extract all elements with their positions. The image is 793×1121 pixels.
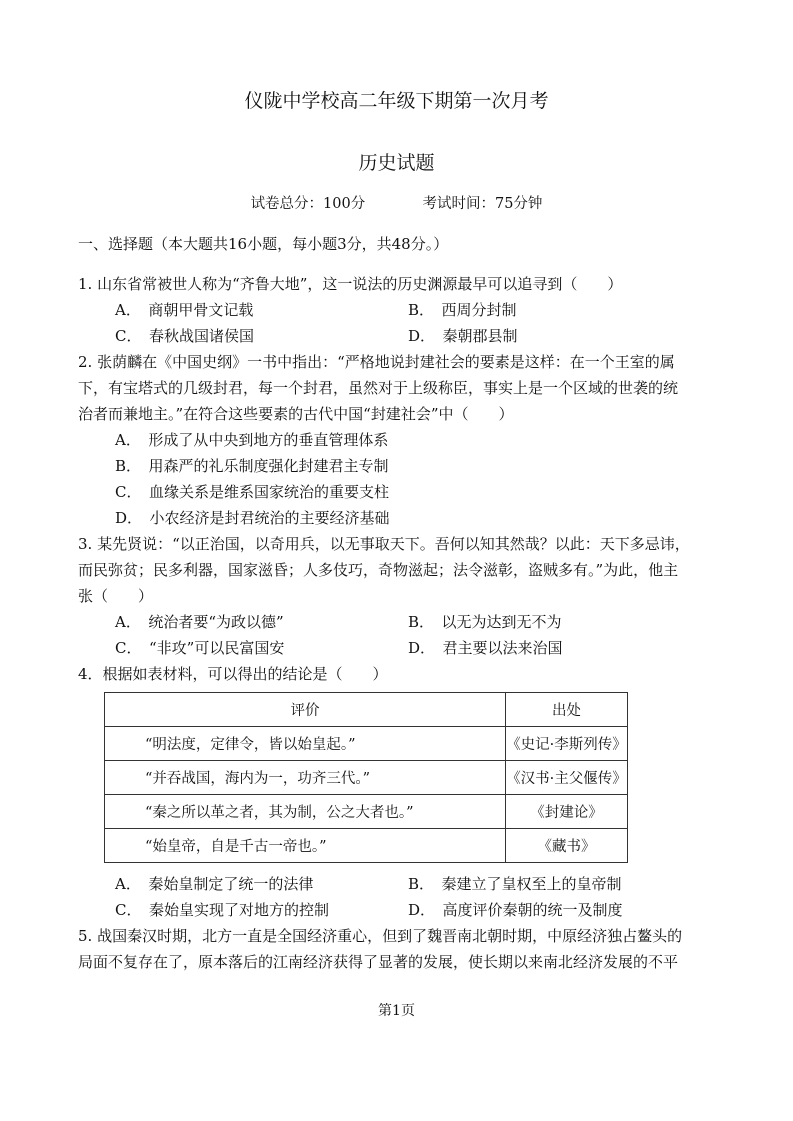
- q1-option-d: D． 秦朝郡县制: [408, 327, 518, 345]
- table-header-row: [105, 693, 628, 727]
- q3-option-a: A． 统治者要“为政以德”: [115, 613, 284, 631]
- q3-option-b: B． 以无为达到无不为: [408, 613, 562, 631]
- table-row: [105, 829, 628, 863]
- q2-option-a: A． 形成了从中央到地方的垂直管理体系: [115, 431, 389, 449]
- q3-stem-line1: 3. 某先贤说：“以正治国，以奇用兵，以无事取天下。吾何以知其然哉？以此：天下多忌讳，: [78, 535, 690, 553]
- q1-stem: 1. 山东省常被世人称为“齐鲁大地”，这一说法的历史渊源最早可以追寻到（ ）: [78, 275, 623, 293]
- table-row: [105, 795, 628, 829]
- table-header-cell: 评价: [105, 693, 506, 727]
- table-cell-quote: “始皇帝，自是千古一帝也。”: [105, 829, 506, 863]
- table-cell-source: 《史记·李斯列传》: [506, 727, 628, 761]
- table-cell-source: 《汉书·主父偃传》: [506, 761, 628, 795]
- page-number: 第1页: [378, 1003, 415, 1019]
- q4-option-d: D． 高度评价秦朝的统一及制度: [408, 901, 623, 919]
- q1-option-c: C． 春秋战国诸侯国: [115, 327, 254, 345]
- q2-option-d: D． 小农经济是封君统治的主要经济基础: [115, 509, 390, 527]
- q3-option-c: C． “非攻”可以民富国安: [115, 639, 285, 657]
- exam-title: 仪陇中学校高二年级下期第一次月考: [244, 90, 549, 112]
- q4-stem: 4．根据如表材料，可以得出的结论是（ ）: [78, 665, 388, 683]
- exam-time: 考试时间：75分钟: [422, 196, 543, 212]
- table-cell-quote: “秦之所以革之者，其为制，公之大者也。”: [105, 795, 506, 829]
- q3-option-d: D． 君主要以法来治国: [408, 639, 563, 657]
- q2-option-c: C． 血缘关系是维系国家统治的重要支柱: [115, 483, 389, 501]
- q4-material-table: [104, 692, 628, 863]
- q2-option-b: B． 用森严的礼乐制度强化封建君主专制: [115, 457, 389, 475]
- table-cell-source: 《封建论》: [506, 795, 628, 829]
- q3-stem-line2: 而民弥贫；民多利器，国家滋昏；人多伎巧，奇物滋起；法令滋彰，盗贼多有。”为此，他主: [78, 561, 679, 579]
- q4-option-a: A． 秦始皇制定了统一的法律: [115, 875, 314, 893]
- q2-stem-line1: 2. 张荫麟在《中国史纲》一书中指出：“严格地说封建社会的要素是这样：在一个王室的属: [78, 353, 675, 371]
- q4-option-b: B． 秦建立了皇权至上的皇帝制: [408, 875, 622, 893]
- table-row: [105, 727, 628, 761]
- q1-option-a: A． 商朝甲骨文记载: [115, 301, 254, 319]
- q3-stem-line3: 张（ ）: [78, 587, 154, 605]
- table-cell-quote: “并吞战国，海内为一，功齐三代。”: [105, 761, 506, 795]
- q4-option-c: C． 秦始皇实现了对地方的控制: [115, 901, 329, 919]
- subject-title: 历史试题: [358, 152, 435, 174]
- table-header-cell: 出处: [506, 693, 628, 727]
- q5-stem-line2: 局面不复存在了，原本落后的江南经济获得了显著的发展，使长期以来南北经济发展的不平: [78, 953, 679, 971]
- table-cell-source: 《藏书》: [506, 829, 628, 863]
- q2-stem-line2: 下，有宝塔式的几级封君，每一个封君，虽然对于上级称臣，事实上是一个区域的世袭的统: [78, 379, 679, 397]
- q1-option-b: B． 西周分封制: [408, 301, 517, 319]
- section-heading: 一、选择题（本大题共16小题，每小题3分，共48分。）: [78, 235, 449, 253]
- q5-stem-line1: 5. 战国秦汉时期，北方一直是全国经济重心，但到了魏晋南北朝时期，中原经济独占鳌头的: [78, 927, 683, 945]
- table-row: [105, 761, 628, 795]
- q2-stem-line3: 治者而兼地主。”在符合这些要素的古代中国“封建社会”中（ ）: [78, 405, 514, 423]
- exam-meta: [0, 192, 793, 213]
- table-cell-quote: “明法度，定律令，皆以始皇起。”: [105, 727, 506, 761]
- total-score: 试卷总分：100分: [250, 196, 366, 212]
